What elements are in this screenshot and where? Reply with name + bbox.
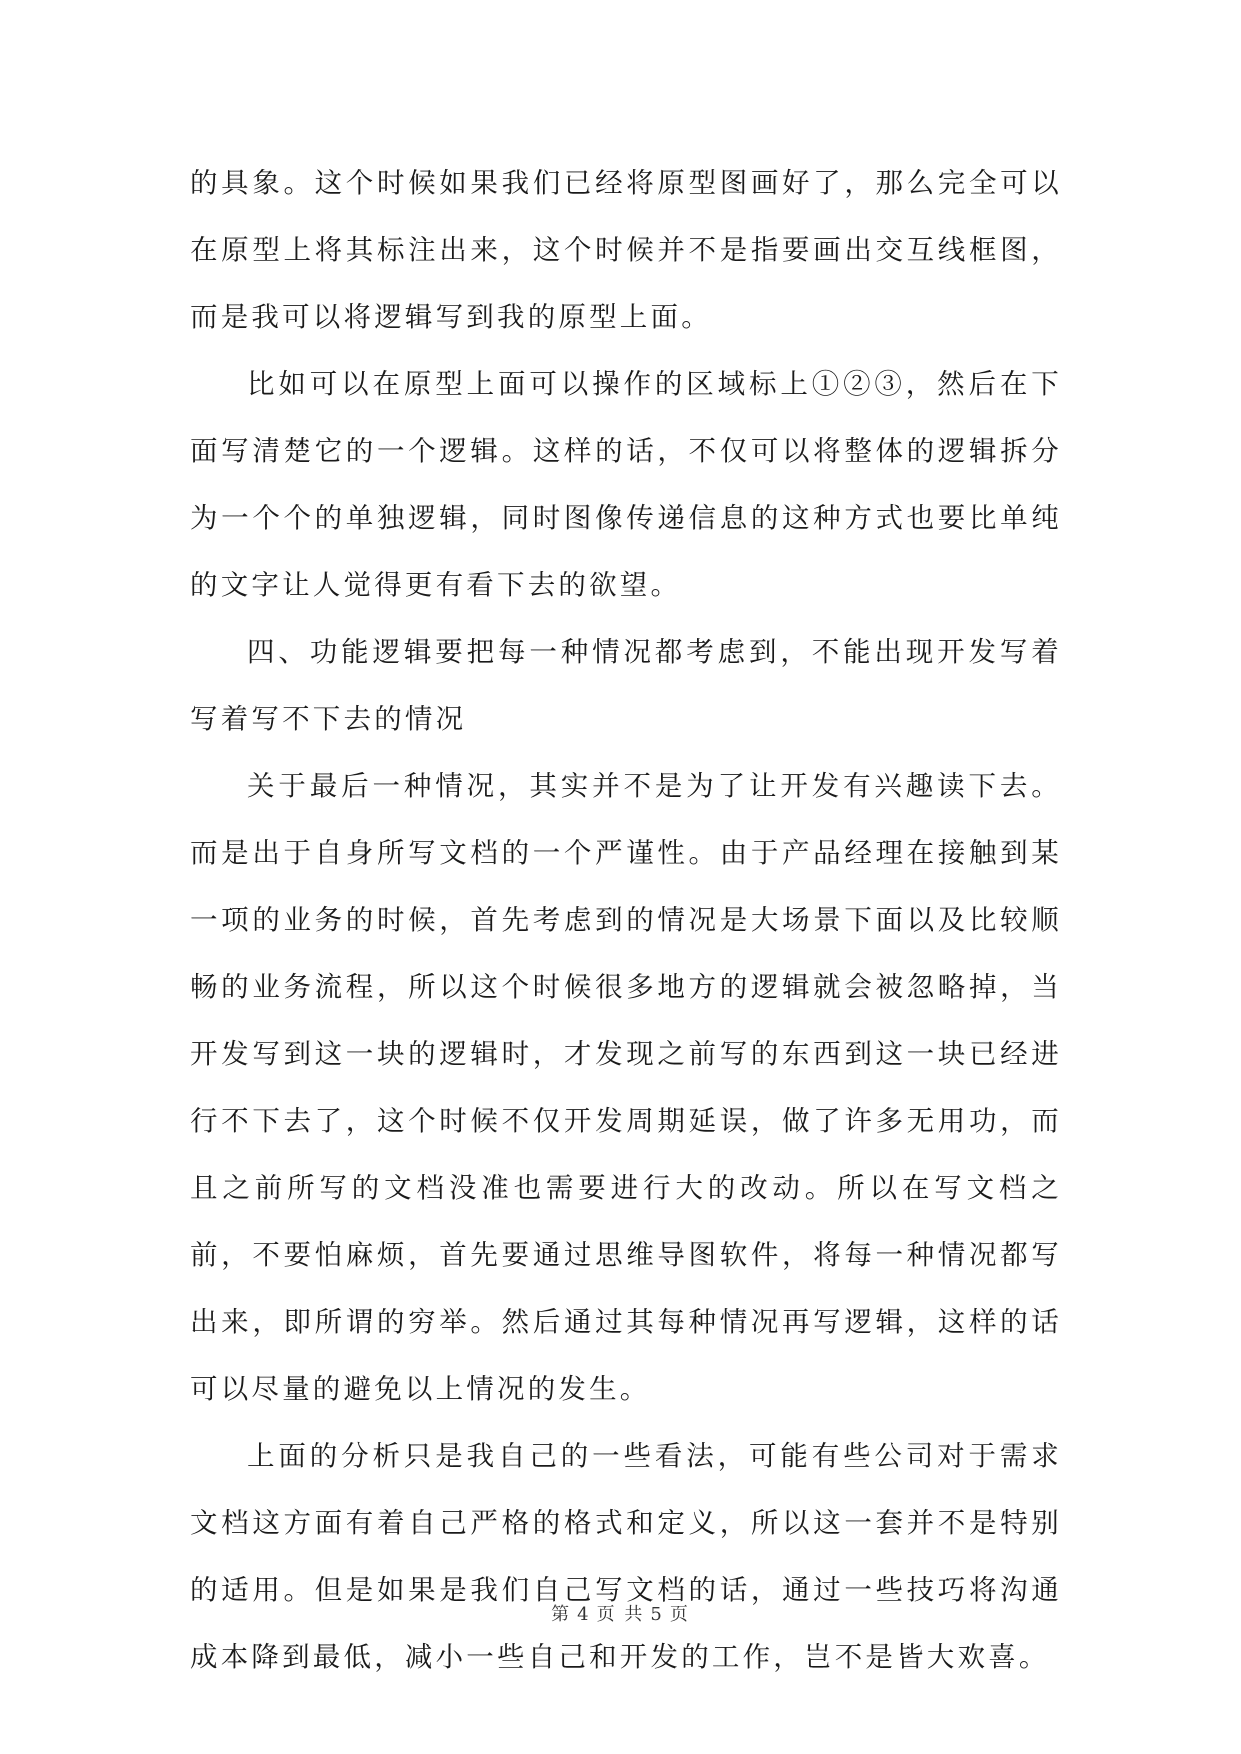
footer-current-page: 4 <box>577 1604 591 1625</box>
page-footer <box>0 1600 1241 1626</box>
paragraph-continuation: 的具象。这个时候如果我们已经将原型图画好了，那么完全可以在原型上将其标注出来，这个时候并不是指要画出交互线框图，而是我可以将逻辑写到我的原型上面。 <box>190 167 1062 333</box>
document-body <box>190 150 1062 1691</box>
footer-total-pages: 5 <box>650 1604 664 1625</box>
footer-prefix: 第 <box>551 1604 572 1625</box>
footer-suffix: 页 <box>669 1604 690 1625</box>
footer-middle: 页 共 <box>596 1604 645 1625</box>
section-heading-four: 四、功能逻辑要把每一种情况都考虑到，不能出现开发写着写着写不下去的情况 <box>190 636 1062 735</box>
paragraph-rigor: 关于最后一种情况，其实并不是为了让开发有兴趣读下去。而是出于自身所写文档的一个严谨性。由于产品经理在接触到某一项的业务的时候，首先考虑到的情况是大场景下面以及比较顺畅的业务流程，所以这个时候很多地方的逻辑就会被忽略掉，当开发写到这一块的逻辑时，才发现之前写的东西到这一块已经进行不下去了，这个时候不仅开发周期延误，做了许多无用功，而且之前所写的文档没准也需要进行大的改动。所以在写文档之前，不要怕麻烦，首先要通过思维导图软件，将每一种情况都写出来，即所谓的穷举。然后通过其每种情况再写逻辑，这样的话可以尽量的避免以上情况的发生。 <box>190 770 1062 1405</box>
paragraph-prototype-marking: 比如可以在原型上面可以操作的区域标上①②③，然后在下面写清楚它的一个逻辑。这样的话，不仅可以将整体的逻辑拆分为一个个的单独逻辑，同时图像传递信息的这种方式也要比单纯的文字让人觉得更有看下去的欲望。 <box>190 368 1062 601</box>
paragraph-conclusion: 上面的分析只是我自己的一些看法，可能有些公司对于需求文档这方面有着自己严格的格式和定义，所以这一套并不是特别的适用。但是如果是我们自己写文档的话，通过一些技巧将沟通成本降到最低，减小一些自己和开发的工作，岂不是皆大欢喜。 <box>190 1440 1062 1673</box>
